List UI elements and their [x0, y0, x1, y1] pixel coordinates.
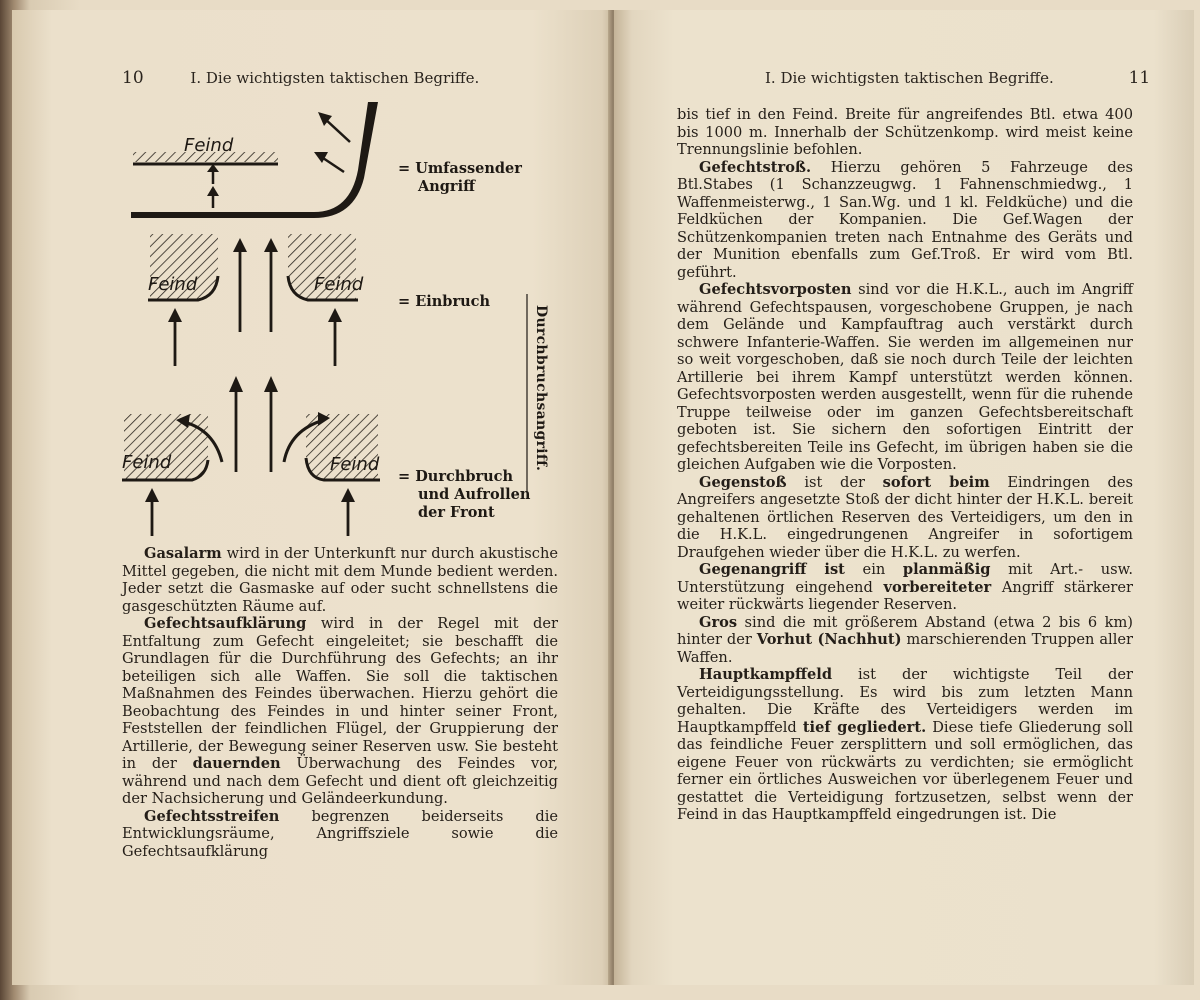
- text-gefechtsaufklaerung-b: Überwachung des Feindes vor, während und nach dem Gefecht und dient oft gleichzeitig der Nachsicherung und Geländeerkundung.: [122, 755, 558, 807]
- breakthrough-arrow-1-head: [229, 376, 243, 392]
- text-gros-b: marschierenden Truppen aller Waffen.: [677, 631, 1133, 666]
- left-body-text: [122, 545, 558, 860]
- penetration-figure: [148, 234, 364, 366]
- left-header: [122, 68, 479, 88]
- breakthrough-figure: [122, 376, 380, 536]
- entry-gefechtsstreifen: [122, 808, 558, 861]
- term-gefechtstross: Gefechtstroß.: [699, 158, 812, 176]
- fix-arrow-2-head: [207, 186, 219, 196]
- term-gros: Gros: [699, 613, 738, 631]
- support-arrow-right-head: [328, 308, 342, 322]
- flank-arrow-right-head: [341, 488, 355, 502]
- right-header: [765, 68, 1150, 88]
- text-gegenstoss-a: ist der: [786, 473, 883, 491]
- term-gefechtsstreifen: Gefechtsstreifen: [144, 807, 280, 825]
- text-gefechtstross: Hierzu gehören 5 Fahrzeuge des Btl.Stabes (1 Schanzzeugwg. 1 Fahnenschmiedwg., 1 Waffenmeisterwg., 1 San.Wg. und 1 kl. Feldküche) und die Feldküchen der Kompanien. Die Gef.Wagen der Schützenkompanien treten nach Entnahme des Geräts und der Munition ebenfalls zum Gef.Troß. Er wird vom Btl. geführt.: [677, 158, 1133, 281]
- text-gros-a: sind die mit größerem Abstand (etwa 2 bis 6 km) hinter der: [677, 613, 1133, 648]
- label-durchbruch-1: = Durchbruch: [398, 468, 514, 485]
- term-sofort-beim: sofort beim: [882, 473, 990, 491]
- label-umfassender-2: Angriff: [418, 178, 475, 195]
- envelope-arrow-1: [324, 118, 350, 142]
- feind-label-1: Feind: [184, 135, 234, 156]
- text-gasalarm: wird in der Unterkunft nur durch akustische Mittel gegeben, die nicht mit dem Munde bedient werden. Jeder setzt die Gasmaske auf oder sucht schnellstens die gasgeschützten Räume auf.: [122, 545, 558, 615]
- breakthrough-arrow-2-head: [264, 376, 278, 392]
- entry-gefechtsaufklaerung: [122, 615, 558, 808]
- flank-arrow-left-head: [145, 488, 159, 502]
- breakin-arrow-1-head: [233, 238, 247, 252]
- feind-label-5: Feind: [330, 454, 380, 475]
- term-gegenangriff: Gegenangriff ist: [699, 561, 845, 578]
- text-gegenangriff-c: Angriff stärkerer weiter rückwärts liegender Reserven.: [677, 578, 1133, 613]
- entry-gasalarm: [122, 545, 558, 615]
- support-arrow-left-head: [168, 308, 182, 322]
- entry-gros: [677, 614, 1133, 667]
- left-running-header: I. Die wichtigsten taktischen Begriffe.: [190, 69, 480, 87]
- term-gasalarm: Gasalarm: [144, 545, 222, 562]
- feind-label-2: Feind: [148, 274, 198, 295]
- text-hauptkampffeld-b: Diese tiefe Gliederung soll das feindliche Feuer zersplittern und soll ermöglichen, das eigene Feuer von rückwärts zu verdichten; sie ermöglicht ferner ein örtliches Ausweichen vor überlegenem Feuer und gestattet die Verteidigung fortzusetzen, selbst wenn der Feind in das Hauptkampffeld eingedrungen ist. Die: [677, 718, 1133, 823]
- text-hauptkampffeld-a: ist der wichtigste Teil der Verteidigungsstellung. Es wird bis zum letzten Mann gehalten. Die Kräfte des Verteidigers werden im Hauptkampffeld: [677, 666, 1133, 736]
- label-durchbruch-3: der Front: [418, 504, 495, 521]
- text-gegenangriff-b: mit Art.- usw. Unterstützung eingehend: [677, 561, 1133, 596]
- term-gefechtsaufklaerung: Gefechtsaufklärung: [144, 615, 307, 632]
- label-einbruch-text: = Einbruch: [398, 293, 490, 310]
- label-durchbruch: [398, 468, 530, 522]
- label-umfassender: [398, 160, 522, 196]
- term-hauptkampffeld: Hauptkampffeld: [699, 666, 833, 683]
- text-gefechtsvorposten: sind vor die H.K.L., auch im Angriff während Gefechtspausen, vorgeschobene Gruppen, je nach dem Gelände und Kampfauftrag auch verstärkt durch schwere Infanterie-Waffen. Sie werden im allgemeinen nur so weit vorgeschoben, daß sie noch durch Teile der leichten Artillerie bei ihrem Kampf unterstützt werden können. Gefechtsvorposten werden ausgestellt, wenn für die ruhende Truppe teilweise oder im ganzen Gefechtsbereitschaft geboten ist. Sie sichern den sofortigen Eintritt der gefechtsbereiten Teile ins Gefecht, im übrigen haben sie die gleichen Aufgaben wie die Vorposten.: [677, 281, 1133, 473]
- label-einbruch: [398, 293, 490, 311]
- entry-gefechtstross: [677, 159, 1133, 282]
- text-gefechtsstreifen: begrenzen beiderseits die Entwicklungsräume, Angriffsziele sowie die Gefechtsaufklärung: [122, 807, 558, 860]
- label-durchbruch-2: und Aufrollen: [418, 486, 531, 503]
- text-gegenstoss-b: Eindringen des Angreifers angesetzte Stoß der dicht hinter der H.K.L. bereit gehaltenen örtlichen Reserven des Verteidigers, um den in die H.K.L. eingedrungenen Angreifer in sofortigem Draufgehen wieder über die H.K.L. zu werfen.: [677, 473, 1133, 561]
- term-gefechtsvorposten: Gefechtsvorposten: [699, 281, 852, 298]
- feind-label-4: Feind: [122, 452, 172, 473]
- term-vorhut: Vorhut (Nachhut): [756, 631, 902, 648]
- breakin-arrow-2-head: [264, 238, 278, 252]
- text-gefechtsaufklaerung-a: wird in der Regel mit der Entfaltung zum Gefecht eingeleitet; sie beschafft die Grundlagen für die Durchführung des Gefechts; an ihr beteiligen sich alle Waffen. Sie soll die taktischen Maßnahmen des Feindes überwachen. Hierzu gehört die Beobachtung des Feindes in und hinter seiner Front, Feststellen der feindlichen Flügel, der Gruppierung der Artillerie, der Bewegung seiner Reserven usw. Sie besteht in der: [122, 615, 558, 772]
- term-gegenstoss: Gegenstoß: [699, 473, 787, 491]
- term-planmaessig: planmäßig: [902, 561, 991, 578]
- entry-hauptkampffeld: [677, 666, 1133, 824]
- left-page-number: 10: [122, 68, 144, 88]
- entry-gegenangriff: [677, 561, 1133, 614]
- entry-gefechtsvorposten: [677, 281, 1133, 474]
- text-gegenangriff-a: ein: [844, 561, 903, 578]
- enveloping-attack-figure: [131, 102, 378, 218]
- right-body-text: [677, 106, 1133, 824]
- label-durchbruchsangriff: Durchbruchsangriff.: [533, 305, 549, 472]
- entry-gegenstoss: [677, 474, 1133, 562]
- term-vorbereiteter: vorbereiteter: [883, 578, 992, 596]
- label-umfassender-1: = Umfassender: [398, 160, 522, 177]
- term-dauernden: dauernden: [192, 755, 281, 772]
- continuation-text: bis tief in den Feind. Breite für angreifendes Btl. etwa 400 bis 1000 m. Innerhalb der Schützenkomp. wird meist keine Trennungslinie befohlen.: [677, 106, 1133, 158]
- right-running-header: I. Die wichtigsten taktischen Begriffe.: [765, 69, 1054, 87]
- right-page-number: 11: [1128, 68, 1151, 88]
- feind-label-3: Feind: [314, 274, 364, 295]
- term-tief-gegliedert: tief gegliedert.: [802, 718, 927, 736]
